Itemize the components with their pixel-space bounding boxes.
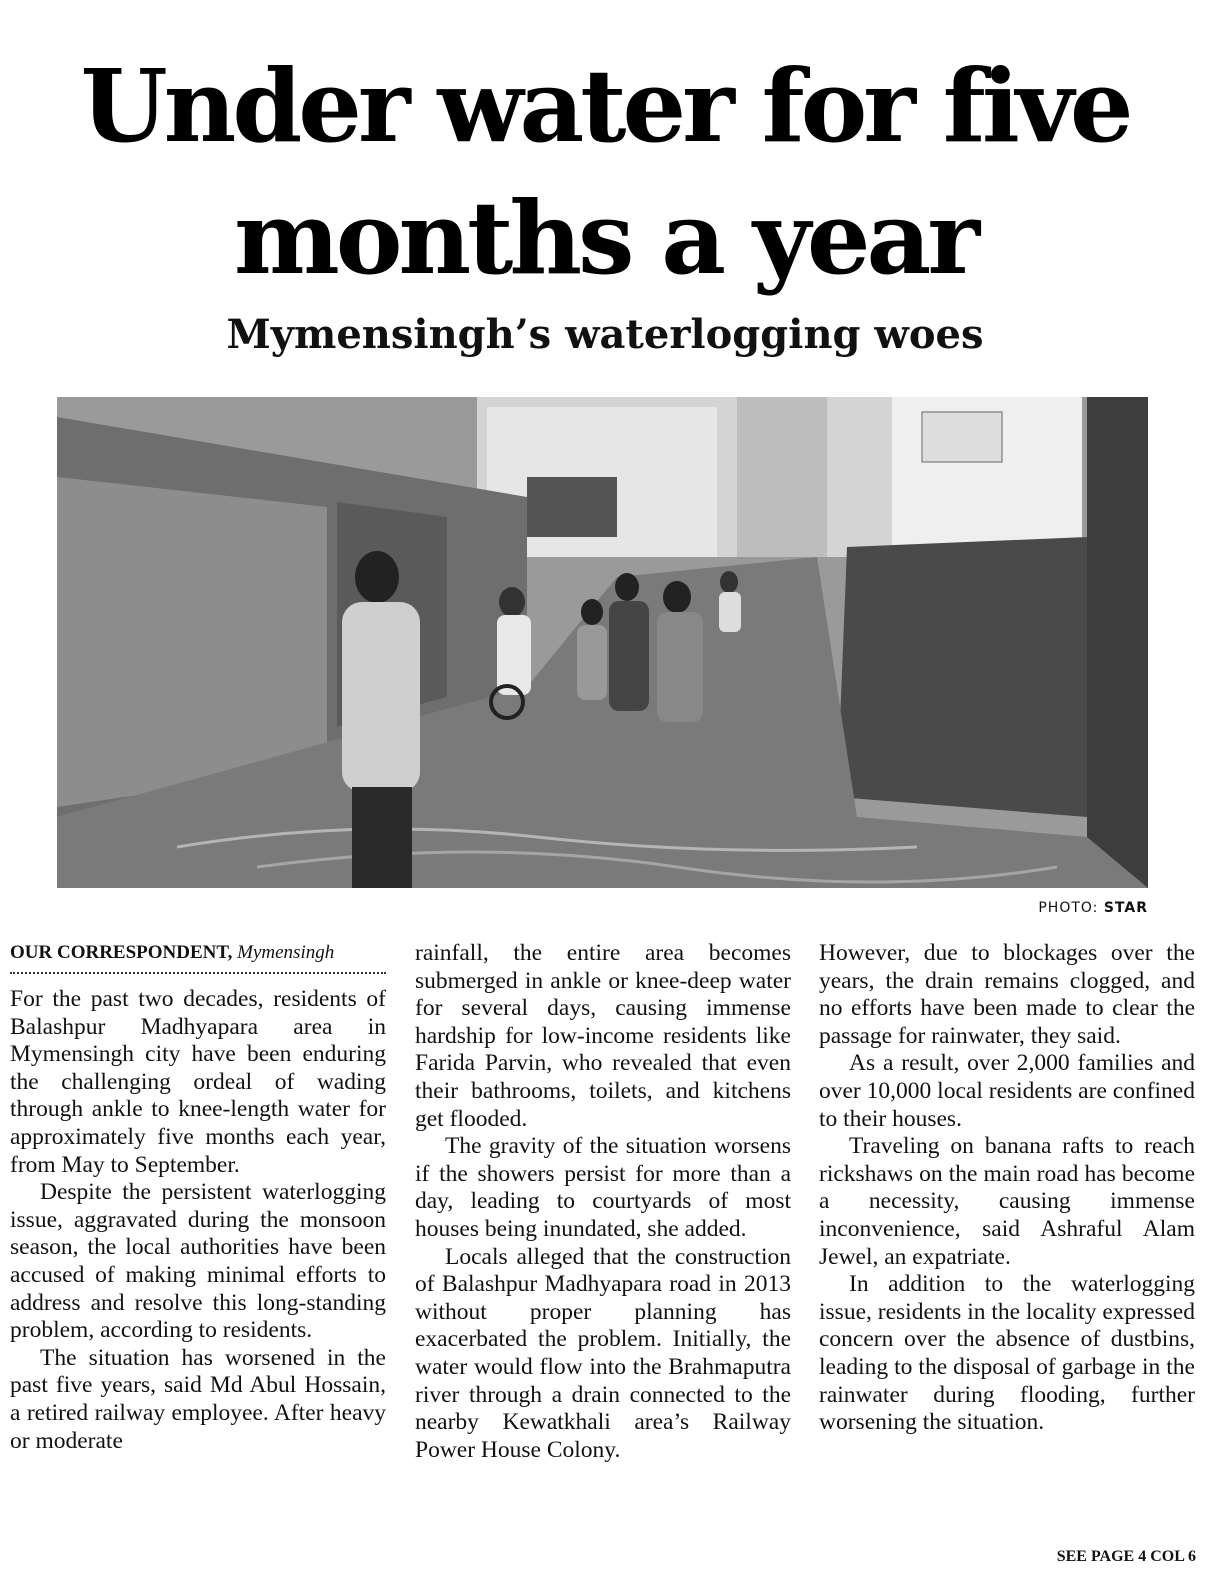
article-paragraph: Despite the persistent waterlogging issue, aggravated during the monsoon season, the local authorities have been accused of making minimal efforts to address and resolve this long-standing problem, according to residents. — [10, 1179, 386, 1344]
article-column-2 — [415, 940, 791, 1464]
article-paragraph: In addition to the waterlogging issue, residents in the locality expressed concern over the absence of dustbins, leading to the disposal of garbage in the rainwater during flooding, further worsening the situation. — [819, 1271, 1195, 1436]
byline — [10, 940, 386, 974]
photo-credit-source: STAR — [1103, 900, 1148, 916]
subheadline: Mymensingh’s waterlogging woes — [226, 311, 984, 358]
photo-credit — [1038, 900, 1148, 916]
news-photo — [57, 397, 1148, 888]
headline — [0, 40, 1210, 304]
flooded-street-illustration — [57, 397, 1148, 888]
article-paragraph: The gravity of the situation worsens if the showers persist for more than a day, leading to courtyards of most houses being inundated, she added. — [415, 1133, 791, 1242]
byline-name: OUR CORRESPONDENT, — [10, 942, 233, 963]
headline-line-1: Under water for five — [80, 47, 1130, 165]
article-paragraph: For the past two decades, residents of Balashpur Madhyapara area in Mymensingh city have been enduring the challenging ordeal of wading through ankle to knee-length water for approximately five months each year, from May to September. — [10, 986, 386, 1178]
article-paragraph: rainfall, the entire area becomes submerged in ankle or knee-deep water for several days, causing immense hardship for low-income residents like Farida Parvin, who revealed that even their bathrooms, toilets, and kitchens get flooded. — [415, 940, 791, 1132]
article-paragraph: However, due to blockages over the years, the drain remains clogged, and no efforts have been made to clear the passage for rainwater, they said. — [819, 940, 1195, 1049]
article-paragraph: As a result, over 2,000 families and over 10,000 local residents are confined to their houses. — [819, 1050, 1195, 1132]
article-paragraph: Locals alleged that the construction of Balashpur Madhyapara road in 2013 without proper planning has exacerbated the problem. Initially, the water would flow into the Brahmaputra river through a drain connected to the nearby Kewatkhali area’s Railway Power House Colony. — [415, 1243, 791, 1463]
article-column-1 — [10, 940, 386, 1455]
headline-line-2: months a year — [233, 179, 977, 297]
article-paragraph: Traveling on banana rafts to reach rickshaws on the main road has become a necessity, causing immense inconvenience, said Ashraful Alam Jewel, an expatriate. — [819, 1133, 1195, 1270]
article-paragraph: The situation has worsened in the past five years, said Md Abul Hossain, a retired railway employee. After heavy or moderate — [10, 1344, 386, 1454]
continuation-jump-link[interactable]: SEE PAGE 4 COL 6 — [1056, 1548, 1196, 1565]
photo-credit-label: PHOTO: — [1038, 900, 1099, 916]
byline-place: Mymensingh — [237, 942, 335, 963]
article-column-3 — [819, 940, 1195, 1437]
